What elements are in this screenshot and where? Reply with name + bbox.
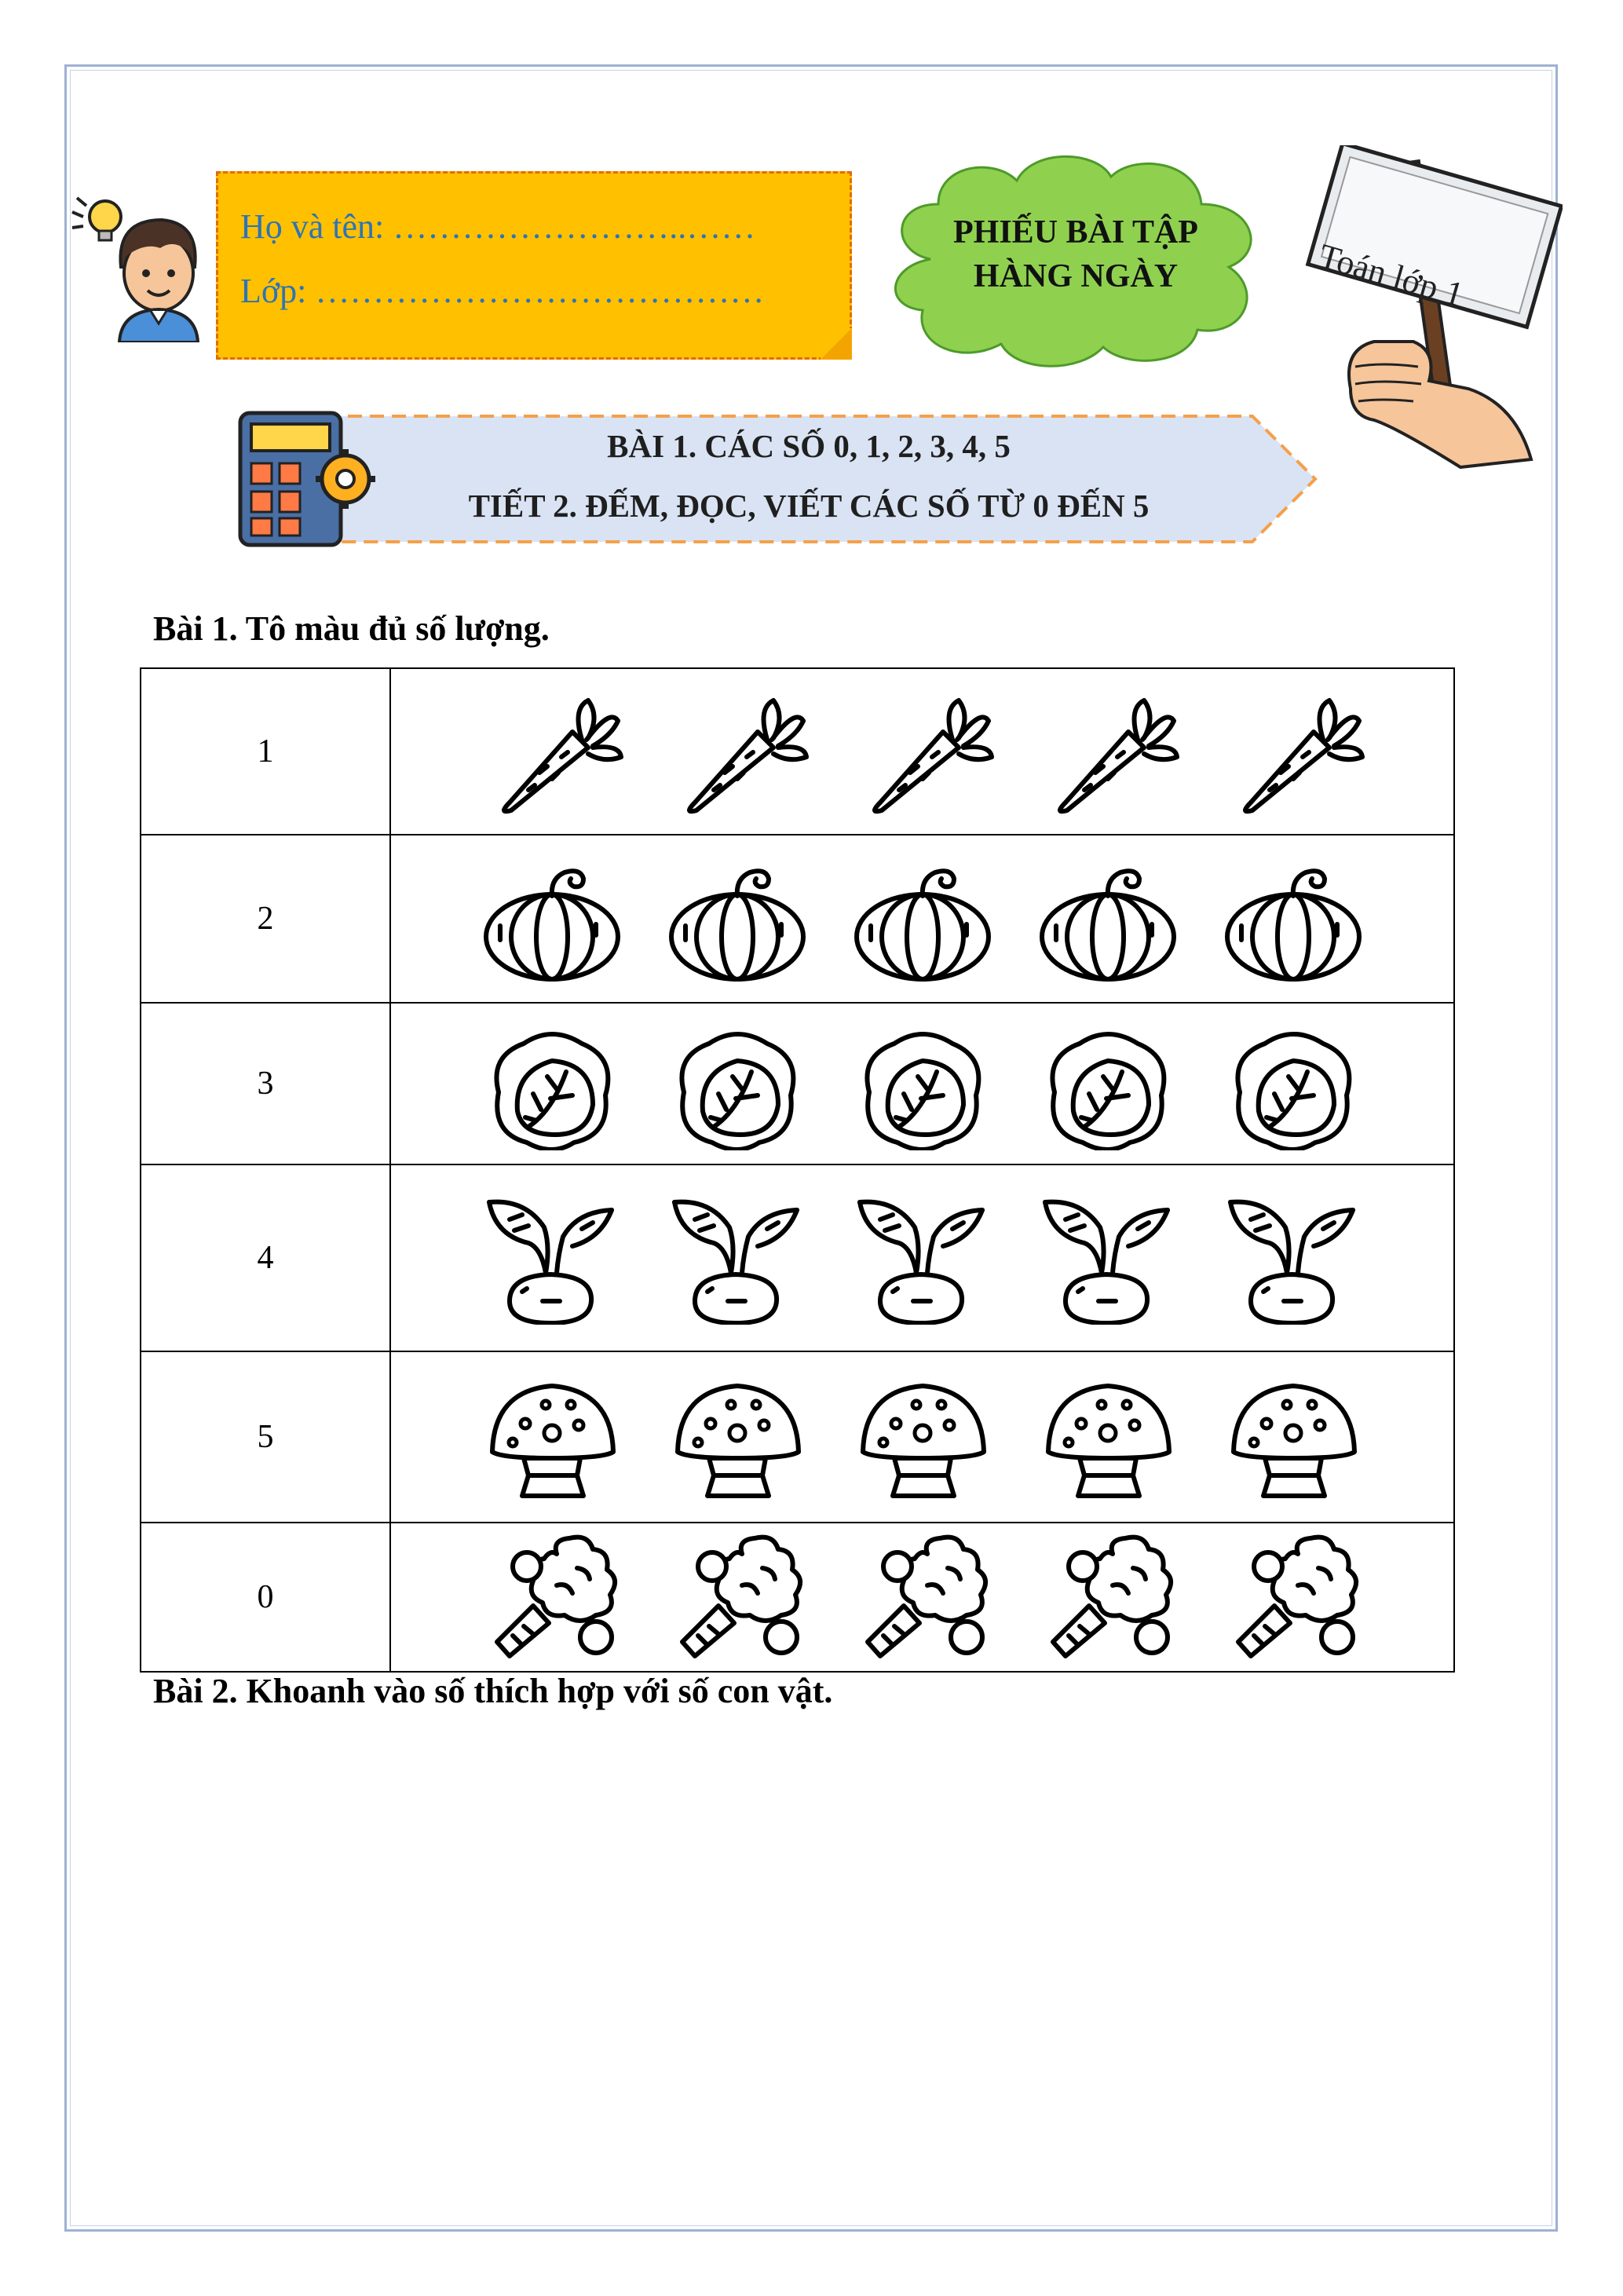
- exercise-2-title: Bài 2. Khoanh vào số thích hợp với số con vật.: [153, 1672, 833, 1710]
- pumpkin-icon[interactable]: [1034, 852, 1182, 985]
- count-number: 4: [141, 1164, 390, 1351]
- count-number: 2: [141, 835, 390, 1003]
- pumpkin-icon[interactable]: [663, 852, 811, 985]
- pumpkin-icon[interactable]: [849, 852, 996, 985]
- table-row: [141, 1351, 1454, 1523]
- mushroom-group: [390, 1351, 1454, 1523]
- lesson-title-line1: BÀI 1. CÁC SỐ 0, 1, 2, 3, 4, 5: [607, 428, 1011, 464]
- carrot-icon[interactable]: [849, 685, 996, 818]
- broccoli-icon[interactable]: [478, 1530, 626, 1664]
- worksheet-title: [875, 210, 1276, 298]
- name-field-line[interactable]: Họ và tên: ……………………..……: [240, 207, 756, 246]
- lesson-title: [330, 416, 1288, 536]
- exercise-1-title: Bài 1. Tô màu đủ số lượng.: [153, 609, 550, 648]
- carrot-icon[interactable]: [1034, 685, 1182, 818]
- broccoli-icon[interactable]: [1034, 1530, 1182, 1664]
- broccoli-group: [390, 1523, 1454, 1672]
- lesson-title-line2: TIẾT 2. ĐẾM, ĐỌC, VIẾT CÁC SỐ TỪ 0 ĐẾN 5: [468, 488, 1150, 524]
- cabbage-icon[interactable]: [849, 1017, 996, 1150]
- student-lightbulb-icon: [66, 185, 207, 342]
- student-info-box: [216, 171, 852, 360]
- turnip-icon[interactable]: [1219, 1191, 1367, 1325]
- sign-label: Toán lớp 1: [1314, 236, 1468, 315]
- worksheet-title-line1: PHIẾU BÀI TẬP: [953, 214, 1198, 250]
- pumpkin-group: [390, 835, 1454, 1003]
- pumpkin-icon[interactable]: [478, 852, 626, 985]
- class-field-line[interactable]: Lớp: …………………………………: [240, 272, 765, 310]
- table-row: [141, 835, 1454, 1003]
- mushroom-icon[interactable]: [1034, 1370, 1182, 1504]
- broccoli-icon[interactable]: [663, 1530, 811, 1664]
- turnip-group: [390, 1164, 1454, 1351]
- page-curl-decoration: [821, 328, 852, 360]
- turnip-icon[interactable]: [663, 1191, 811, 1325]
- mushroom-icon[interactable]: [1219, 1370, 1367, 1504]
- table-row: [141, 1003, 1454, 1164]
- turnip-icon[interactable]: [849, 1191, 996, 1325]
- cabbage-icon[interactable]: [663, 1017, 811, 1150]
- turnip-icon[interactable]: [1034, 1191, 1182, 1325]
- mushroom-icon[interactable]: [663, 1370, 811, 1504]
- carrot-icon[interactable]: [478, 685, 626, 818]
- count-number: 0: [141, 1523, 390, 1672]
- carrot-icon[interactable]: [663, 685, 811, 818]
- calculator-gear-icon: [236, 408, 377, 550]
- carrot-icon[interactable]: [1219, 685, 1367, 818]
- carrot-group: [390, 668, 1454, 835]
- count-number: 3: [141, 1003, 390, 1164]
- table-row: [141, 1164, 1454, 1351]
- exercise-1-table: [140, 667, 1455, 1673]
- count-number: 1: [141, 668, 390, 835]
- cabbage-icon[interactable]: [1034, 1017, 1182, 1150]
- cabbage-icon[interactable]: [478, 1017, 626, 1150]
- count-number: 5: [141, 1351, 390, 1523]
- turnip-icon[interactable]: [478, 1191, 626, 1325]
- table-row: [141, 668, 1454, 835]
- cabbage-group: [390, 1003, 1454, 1164]
- broccoli-icon[interactable]: [1219, 1530, 1367, 1664]
- mushroom-icon[interactable]: [478, 1370, 626, 1504]
- worksheet-title-line2: HÀNG NGÀY: [973, 258, 1179, 294]
- pumpkin-icon[interactable]: [1219, 852, 1367, 985]
- broccoli-icon[interactable]: [849, 1530, 996, 1664]
- mushroom-icon[interactable]: [849, 1370, 996, 1504]
- cabbage-icon[interactable]: [1219, 1017, 1367, 1150]
- table-row: [141, 1523, 1454, 1672]
